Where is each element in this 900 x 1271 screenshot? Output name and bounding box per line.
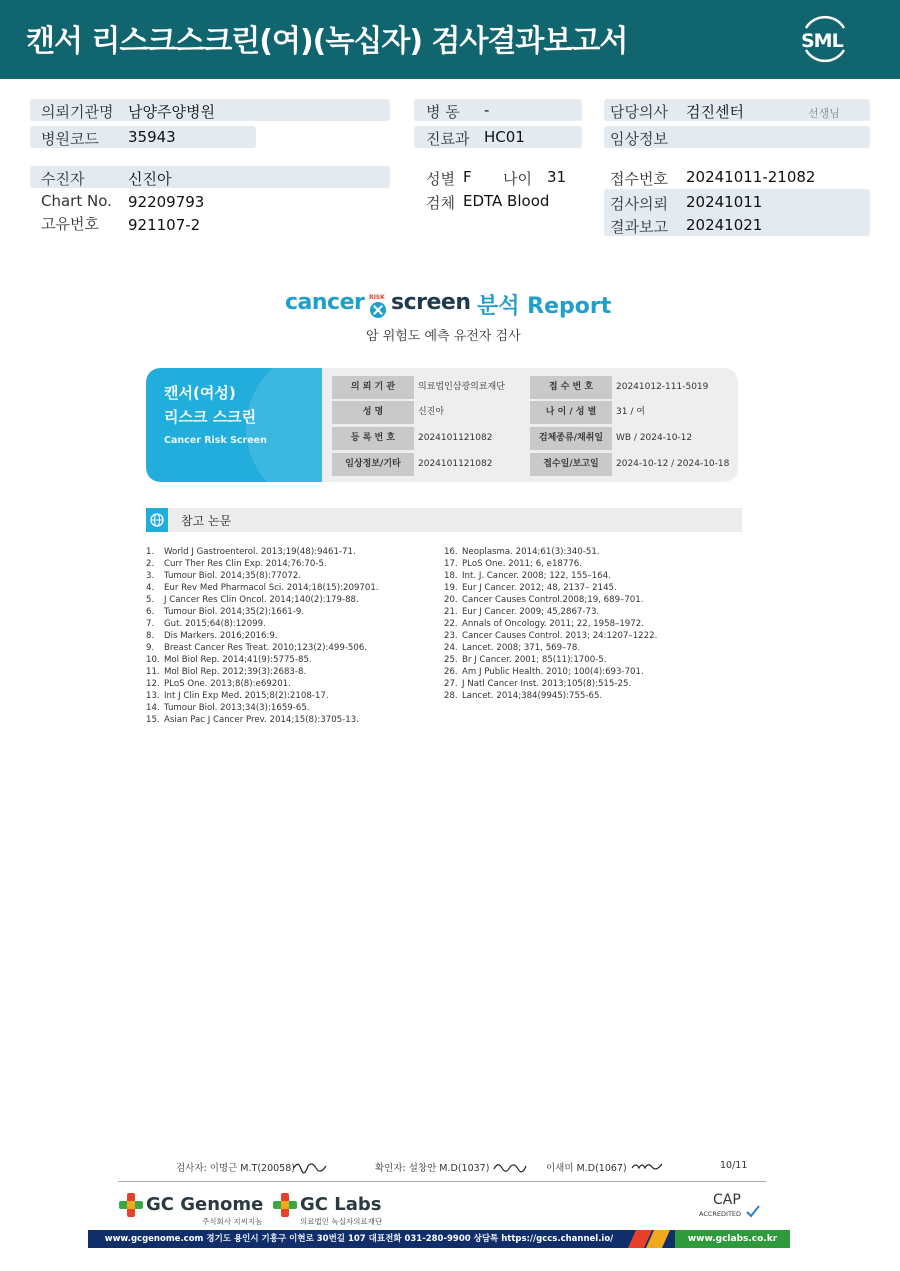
reference-item: 16. Neoplasma. 2014;61(3):340-51.: [444, 547, 600, 557]
reference-item: 11. Mol Biol Rep. 2012;39(3):2683-8.: [146, 667, 307, 677]
request-label: 검사의뢰: [610, 195, 668, 213]
card-value-receipt: 20241012-111-5019: [616, 382, 709, 392]
globe-icon: [146, 508, 168, 532]
cap-sub: ACCREDITED: [699, 1210, 742, 1218]
card-value-dates: 2024-10-12 / 2024-10-18: [616, 459, 730, 469]
card-decoration: [246, 368, 322, 482]
reference-item: 8. Dis Markers. 2016;2016:9.: [146, 631, 278, 641]
reference-item: 14. Tumour Biol. 2013;34(3):1659-65.: [146, 703, 310, 713]
reference-item: 27. J Natl Cancer Inst. 2013;105(8):515-25.: [444, 679, 632, 689]
reference-item: 6. Tumour Biol. 2014;35(2):1661-9.: [146, 607, 305, 617]
reference-item: 3. Tumour Biol. 2014;35(8):77072.: [146, 571, 301, 581]
sex-label: 성별: [426, 170, 455, 188]
card-label-specimen: 검체종류/채취일: [530, 427, 612, 450]
card-value-clinical: 2024101121082: [418, 459, 493, 469]
references-title: 참고 논문: [181, 514, 232, 528]
reference-item: 21. Eur J Cancer. 2009; 45,2867-73.: [444, 607, 600, 617]
card-label-registration: 등 록 번 호: [332, 427, 414, 450]
card-label-dates: 접수일/보고일: [530, 453, 612, 476]
gc-genome-logo: [118, 1192, 268, 1226]
card-value-age-sex: 31 / 여: [616, 407, 645, 417]
gc-cross-icon: [272, 1192, 298, 1218]
brand-report: 분석 Report: [477, 294, 612, 319]
reference-item: 22. Annals of Oncology. 2011; 22, 1958–1972.: [444, 619, 644, 629]
sml-logo: [798, 14, 852, 64]
reference-item: 1. World J Gastroenterol. 2013;19(48):9461-71.: [146, 547, 356, 557]
age-value: 31: [547, 168, 567, 186]
reference-item: 28. Lancet. 2014;384(9945):755-65.: [444, 691, 603, 701]
checkmark-icon: [745, 1204, 761, 1218]
reference-item: 17. PLoS One. 2011; 6, e18776.: [444, 559, 583, 569]
specimen-label: 검체: [426, 194, 455, 212]
gc-labs-name: GC Labs: [300, 1194, 382, 1215]
card-label-name: 성 명: [332, 401, 414, 424]
risk-cross-icon: [365, 292, 391, 318]
card-title-panel: [146, 368, 322, 482]
gc-genome-sub: 주식회사 지씨지놈: [202, 1217, 263, 1226]
card-value-specimen: WB / 2024-10-12: [616, 433, 693, 443]
brand-cancer: cancer: [285, 290, 365, 315]
confirmer2-text: 이새미 M.D(1067): [546, 1163, 627, 1174]
references-header: [146, 508, 742, 532]
reference-item: 9. Breast Cancer Res Treat. 2010;123(2):499-506.: [146, 643, 368, 653]
card-label-receipt: 접 수 번 호: [530, 376, 612, 399]
receipt-label: 접수번호: [610, 170, 668, 188]
result-label: 결과보고: [610, 218, 668, 236]
specimen-value: EDTA Blood: [463, 192, 550, 210]
hospital-code-label: 병원코드: [41, 130, 99, 148]
reference-item: 5. J Cancer Res Clin Oncol. 2014;140(2):179-88.: [146, 595, 359, 605]
chart-value: 92209793: [128, 193, 205, 211]
footer-contact-text: www.gcgenome.com 경기도 용인시 기흥구 이현로 30번길 107 대표전화 031-280-9900 상담톡 https://gccs.channel.io/: [104, 1234, 614, 1244]
institution-label: 의뢰기관명: [41, 103, 114, 121]
result-value: 20241021: [686, 216, 763, 234]
brand-risk: RISK: [369, 294, 385, 301]
brand-screen: screen: [391, 290, 471, 315]
chart-label: Chart No.: [41, 192, 112, 210]
sml-logo-text: SML: [801, 30, 843, 52]
cap-accredited-logo: [697, 1192, 767, 1226]
footer-website: www.gclabs.co.kr: [675, 1230, 790, 1248]
card-title-3: Cancer Risk Screen: [164, 435, 267, 446]
cap-text: CAP: [713, 1192, 741, 1208]
ward-label: 병 동: [426, 103, 460, 121]
reference-item: 26. Am J Public Health. 2010; 100(4):693-701.: [444, 667, 644, 677]
gc-genome-name: GC Genome: [146, 1194, 264, 1215]
receipt-value: 20241011-21082: [686, 168, 816, 186]
doctor-label: 담당의사: [610, 103, 668, 121]
card-label-clinical: 임상정보/기타: [332, 453, 414, 476]
report-header: [0, 0, 900, 79]
unique-value: 921107-2: [128, 216, 201, 234]
dept-value: HC01: [484, 128, 525, 146]
sex-value: F: [463, 168, 472, 186]
card-title-2: 리스크 스크린: [164, 408, 257, 426]
patient-label: 수진자: [41, 170, 85, 188]
unique-label: 고유번호: [41, 215, 99, 233]
reference-item: 25. Br J Cancer. 2001; 85(11):1700-5.: [444, 655, 607, 665]
reference-item: 2. Curr Ther Res Clin Exp. 2014;76:70-5.: [146, 559, 327, 569]
reference-item: 24. Lancet. 2008; 371, 569–78.: [444, 643, 581, 653]
reference-item: 15. Asian Pac J Cancer Prev. 2014;15(8):3705-13.: [146, 715, 359, 725]
tester-signature: [292, 1158, 332, 1176]
card-label-age-sex: 나 이 / 성 별: [530, 401, 612, 424]
gc-labs-sub: 의료법인 녹십자의료재단: [300, 1217, 383, 1226]
footer-stripes: [628, 1230, 678, 1248]
brand-subtitle: 암 위험도 예측 유전자 검사: [366, 329, 521, 344]
doctor-suffix: 선생님: [808, 107, 840, 120]
card-value-institution: 의료법인삼광의료재단: [418, 382, 505, 392]
ward-value: -: [484, 101, 490, 119]
summary-card: [146, 368, 738, 482]
clinical-label: 임상정보: [610, 130, 668, 148]
tester-text: 검사자: 이명근 M.T(20058): [176, 1163, 295, 1174]
institution-value: 남양주양병원: [128, 103, 215, 121]
references-list-right: [444, 546, 657, 702]
reference-item: 4. Eur Rev Med Pharmacol Sci. 2014;18(15):209701.: [146, 583, 379, 593]
reference-item: 19. Eur J Cancer. 2012; 48, 2137– 2145.: [444, 583, 617, 593]
card-value-registration: 2024101121082: [418, 433, 493, 443]
confirmer-signature: [492, 1158, 528, 1176]
reference-item: 7. Gut. 2015;64(8):12099.: [146, 619, 266, 629]
reference-item: 10. Mol Biol Rep. 2014;41(9):5775-85.: [146, 655, 312, 665]
doctor-value: 검진센터: [686, 103, 744, 121]
signature-divider: [118, 1181, 766, 1182]
card-title-1: 캔서(여성): [164, 384, 236, 402]
dept-label: 진료과: [426, 130, 470, 148]
confirmer2-signature: [630, 1158, 664, 1176]
reference-item: 23. Cancer Causes Control. 2013; 24:1207–1222.: [444, 631, 658, 641]
gc-labs-logo: [272, 1192, 392, 1226]
age-label: 나이: [503, 170, 532, 188]
reference-item: 18. Int. J. Cancer. 2008; 122, 155–164.: [444, 571, 611, 581]
card-value-name: 신진아: [418, 407, 445, 417]
reference-item: 20. Cancer Causes Control.2008;19, 689–701.: [444, 595, 644, 605]
reference-item: 12. PLoS One. 2013;8(8):e69201.: [146, 679, 291, 689]
request-value: 20241011: [686, 193, 763, 211]
references-list-left: [146, 546, 379, 726]
gc-cross-icon: [118, 1192, 144, 1218]
report-title: 캔서 리스크스크린(여)(녹십자) 검사결과보고서: [26, 24, 628, 59]
reference-item: 13. Int J Clin Exp Med. 2015;8(2):2108-17.: [146, 691, 329, 701]
hospital-code-value: 35943: [128, 128, 176, 146]
confirmer-text: 확인자: 설창안 M.D(1037): [375, 1163, 490, 1174]
patient-value: 신진아: [128, 170, 172, 188]
card-label-institution: 의 뢰 기 관: [332, 376, 414, 399]
page-number: 10/11: [720, 1160, 748, 1171]
